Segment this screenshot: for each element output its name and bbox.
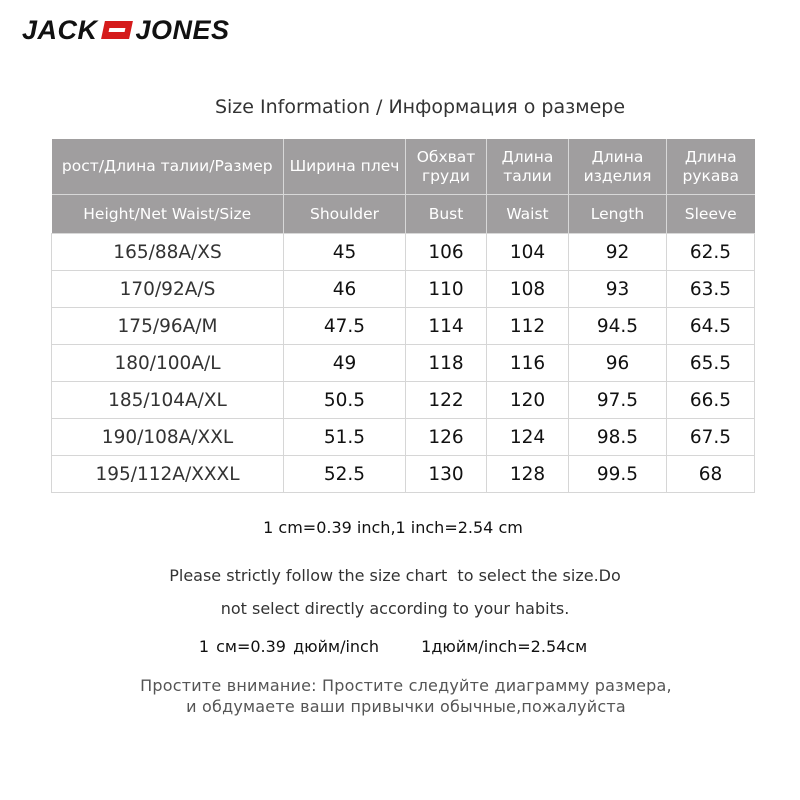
table-row [52, 308, 755, 345]
advice-note-ru [0, 675, 800, 717]
table-cell: 49 [284, 345, 406, 382]
header-ru-bust: Обхват груди [406, 139, 487, 195]
page-title: Size Information / Информация о размере [214, 96, 626, 118]
table-cell: 165/88A/XS [52, 234, 284, 271]
table-cell: 106 [406, 234, 487, 271]
table-cell: 62.5 [667, 234, 755, 271]
table-cell: 66.5 [667, 382, 755, 419]
table-cell: 50.5 [284, 382, 406, 419]
table-cell: 98.5 [569, 419, 667, 456]
table-cell: 64.5 [667, 308, 755, 345]
conversion-note-en: 1 cm=0.39 inch,1 inch=2.54 cm [263, 518, 523, 537]
table-cell: 52.5 [284, 456, 406, 493]
table-row [52, 456, 755, 493]
table-row [52, 234, 755, 271]
advice-en-line1: Please strictly follow the size chart to select the size.Do [169, 566, 621, 585]
header-en-size: Height/Net Waist/Size [52, 195, 284, 234]
table-cell: 94.5 [569, 308, 667, 345]
table-cell: 93 [569, 271, 667, 308]
table-cell: 67.5 [667, 419, 755, 456]
conversion-note-ru [0, 637, 786, 656]
table-cell: 65.5 [667, 345, 755, 382]
table-cell: 190/108A/XXL [52, 419, 284, 456]
table-cell: 180/100A/L [52, 345, 284, 382]
table-cell: 116 [487, 345, 569, 382]
brand-logo [22, 14, 230, 46]
header-en-shoulder: Shoulder [284, 195, 406, 234]
table-cell: 114 [406, 308, 487, 345]
header-ru-size: рост/Длина талии/Размер [52, 139, 284, 195]
table-cell: 99.5 [569, 456, 667, 493]
table-cell: 92 [569, 234, 667, 271]
table-cell: 47.5 [284, 308, 406, 345]
header-en-length: Length [569, 195, 667, 234]
header-row-en [52, 195, 755, 234]
header-en-sleeve: Sleeve [667, 195, 755, 234]
table-cell: 112 [487, 308, 569, 345]
header-en-waist: Waist [487, 195, 569, 234]
table-cell: 175/96A/M [52, 308, 284, 345]
header-ru-length: Длина изделия [569, 139, 667, 195]
advice-note-en [0, 559, 790, 625]
table-cell: 126 [406, 419, 487, 456]
header-ru-shoulder: Ширина плеч [284, 139, 406, 195]
table-row [52, 345, 755, 382]
table-row [52, 419, 755, 456]
table-cell: 128 [487, 456, 569, 493]
header-ru-waist: Длина талии [487, 139, 569, 195]
table-cell: 46 [284, 271, 406, 308]
table-cell: 118 [406, 345, 487, 382]
table-row [52, 382, 755, 419]
table-cell: 96 [569, 345, 667, 382]
conversion-ru-a: 1 см=0.39 дюйм/inch [198, 637, 379, 656]
advice-en-line2: not select directly according to your habits. [220, 599, 570, 618]
header-ru-sleeve: Длина рукава [667, 139, 755, 195]
header-en-bust: Bust [406, 195, 487, 234]
brand-left: JACK [22, 14, 98, 45]
table-cell: 195/112A/XXXL [52, 456, 284, 493]
advice-ru-line2: и обдумаете ваши привычки обычные,пожалуйста [186, 697, 626, 716]
brand-mark-icon [101, 21, 133, 39]
table-cell: 104 [487, 234, 569, 271]
brand-right: JONES [135, 14, 230, 45]
table-cell: 63.5 [667, 271, 755, 308]
advice-ru-line1: Простите внимание: Простите следуйте диаграмму размера, [140, 676, 672, 695]
table-cell: 130 [406, 456, 487, 493]
table-cell: 45 [284, 234, 406, 271]
table-cell: 51.5 [284, 419, 406, 456]
table-cell: 170/92A/S [52, 271, 284, 308]
table-cell: 124 [487, 419, 569, 456]
table-cell: 68 [667, 456, 755, 493]
table-cell: 108 [487, 271, 569, 308]
header-row-ru [52, 139, 755, 195]
conversion-ru-b: 1дюйм/inch=2.54см [421, 637, 588, 656]
table-row [52, 271, 755, 308]
size-table [51, 139, 755, 493]
table-cell: 185/104A/XL [52, 382, 284, 419]
table-cell: 120 [487, 382, 569, 419]
table-cell: 110 [406, 271, 487, 308]
table-cell: 122 [406, 382, 487, 419]
table-cell: 97.5 [569, 382, 667, 419]
